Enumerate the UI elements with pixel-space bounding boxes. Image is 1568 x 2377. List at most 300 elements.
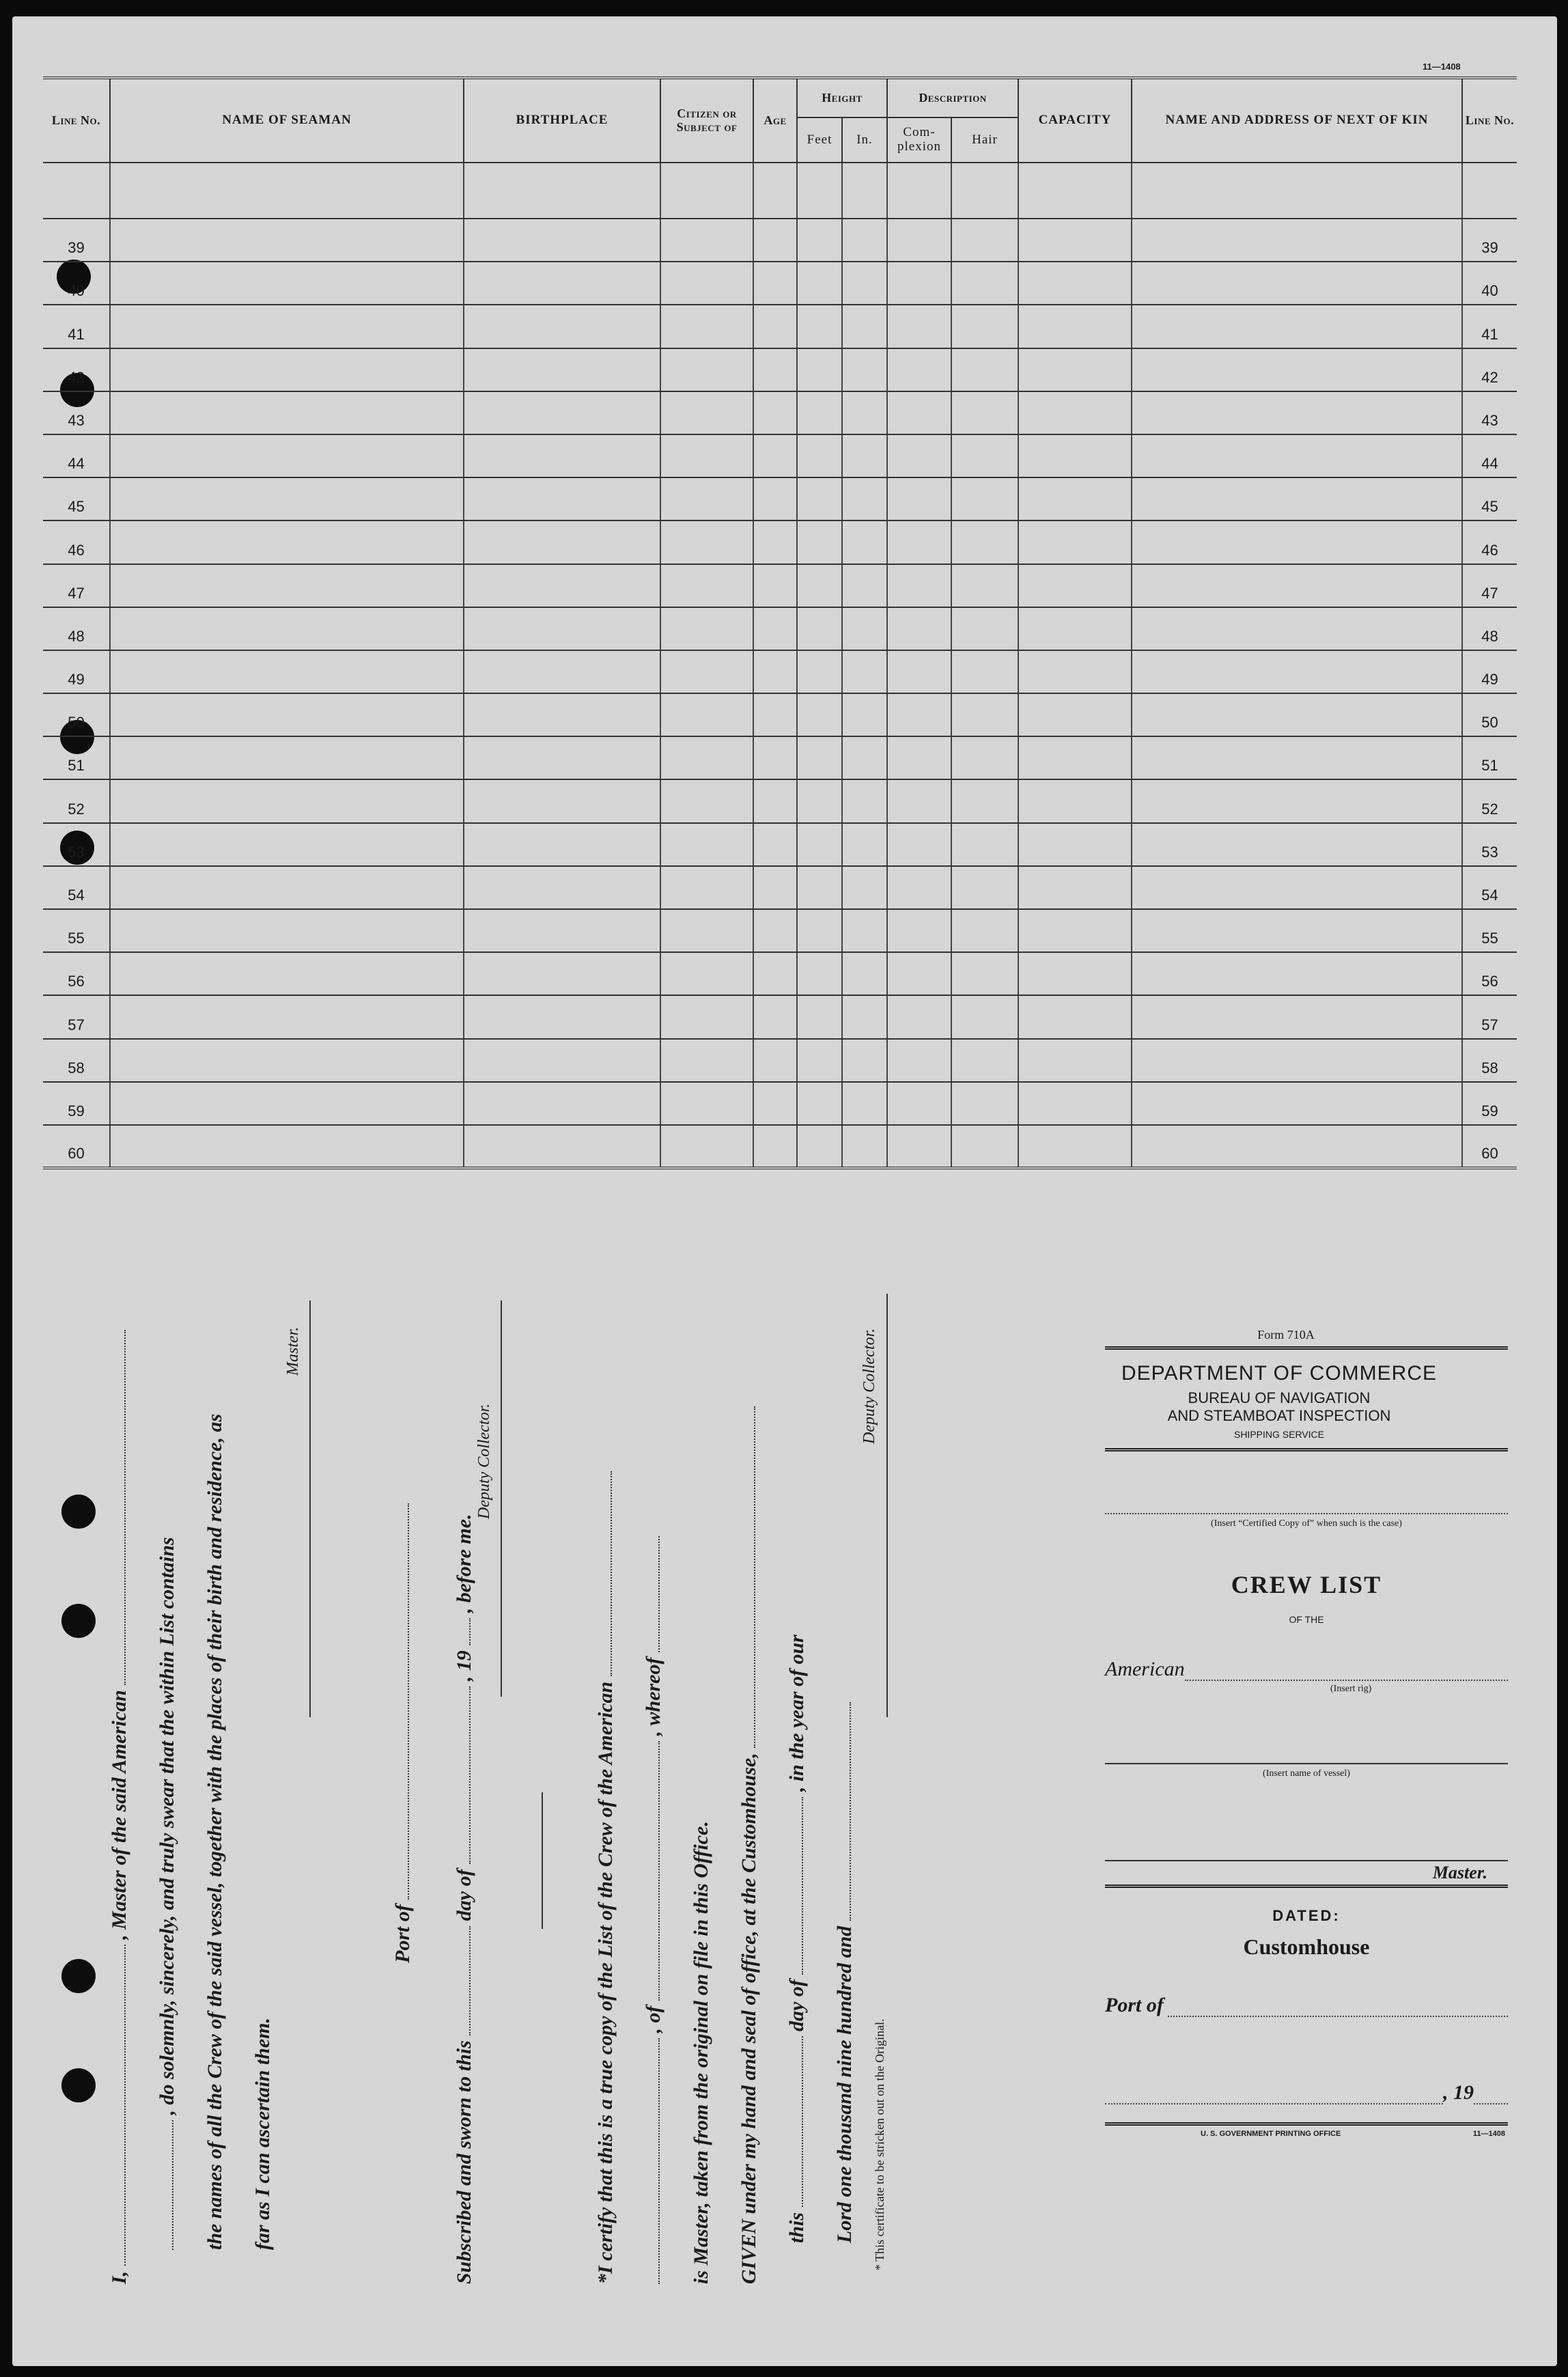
table-cell[interactable]: [951, 348, 1018, 391]
table-cell[interactable]: [110, 564, 464, 607]
oath-line-3: the names of all the Crew of the said vessel, together with the places of their birth and residence, as: [204, 1413, 226, 2250]
table-cell[interactable]: [1018, 262, 1132, 305]
subscribed-text: Subscribed and sworn to this: [453, 2040, 475, 2284]
table-cell[interactable]: [1018, 391, 1132, 434]
table-cell[interactable]: [753, 262, 797, 305]
table-cell[interactable]: [464, 564, 660, 607]
table-cell[interactable]: [464, 262, 660, 305]
table-cell[interactable]: [1132, 995, 1462, 1038]
table-cell[interactable]: [951, 650, 1018, 693]
table-row: [43, 866, 1517, 909]
table-cell[interactable]: [842, 909, 887, 952]
table-cell[interactable]: [660, 219, 753, 262]
cover-port-of-label: Port of: [1105, 1994, 1164, 2016]
table-cell[interactable]: [753, 693, 797, 736]
table-row: [43, 391, 1517, 434]
table-cell[interactable]: [110, 348, 464, 391]
table-row: [43, 1125, 1517, 1168]
table-cell[interactable]: [887, 866, 951, 909]
table-cell[interactable]: [753, 607, 797, 650]
table-cell[interactable]: [660, 564, 753, 607]
table-row: [43, 650, 1517, 693]
table-cell[interactable]: [797, 219, 842, 262]
table-row: [43, 477, 1517, 520]
table-cell[interactable]: [887, 262, 951, 305]
table-cell[interactable]: [753, 477, 797, 520]
table-cell[interactable]: [797, 952, 842, 995]
table-cell[interactable]: [464, 607, 660, 650]
table-cell[interactable]: [753, 348, 797, 391]
table-cell[interactable]: [887, 348, 951, 391]
table-cell[interactable]: [110, 909, 464, 952]
table-cell[interactable]: [797, 391, 842, 434]
table-cell[interactable]: [660, 391, 753, 434]
table-cell[interactable]: [660, 434, 753, 477]
table-cell[interactable]: [1018, 434, 1132, 477]
header-hair: Hair: [951, 117, 1018, 163]
table-cell[interactable]: [797, 909, 842, 952]
table-cell[interactable]: [1132, 305, 1462, 348]
table-cell[interactable]: [797, 650, 842, 693]
certify-line-3: is Master, taken from the original on file in this Office.: [690, 1821, 712, 2284]
table-cell[interactable]: [1018, 1125, 1132, 1168]
table-cell[interactable]: [753, 736, 797, 779]
table-cell[interactable]: [951, 995, 1018, 1038]
table-cell[interactable]: [842, 823, 887, 866]
table-cell[interactable]: [1132, 952, 1462, 995]
table-spacer-row: [43, 163, 1517, 219]
table-cell[interactable]: [1132, 391, 1462, 434]
table-cell[interactable]: [887, 219, 951, 262]
table-cell[interactable]: [660, 909, 753, 952]
table-cell[interactable]: [842, 779, 887, 822]
bureau-line-1: BUREAU OF NAVIGATION: [1188, 1389, 1371, 1406]
table-cell[interactable]: [951, 952, 1018, 995]
table-cell[interactable]: [464, 736, 660, 779]
table-cell[interactable]: [464, 434, 660, 477]
table-cell[interactable]: [753, 952, 797, 995]
line-number-right: 51: [1462, 736, 1517, 779]
table-cell[interactable]: [464, 348, 660, 391]
table-cell[interactable]: [842, 305, 887, 348]
table-cell[interactable]: [842, 477, 887, 520]
table-cell[interactable]: [951, 607, 1018, 650]
table-cell[interactable]: [842, 520, 887, 564]
table-cell[interactable]: [753, 650, 797, 693]
punch-hole: [61, 2068, 96, 2102]
table-cell[interactable]: [842, 564, 887, 607]
table-cell[interactable]: [842, 219, 887, 262]
table-cell[interactable]: [1132, 564, 1462, 607]
line-number-right: 39: [1462, 219, 1517, 262]
table-cell[interactable]: [660, 477, 753, 520]
table-cell[interactable]: [951, 779, 1018, 822]
line-number: 57: [43, 995, 110, 1038]
table-cell[interactable]: [1018, 305, 1132, 348]
table-cell[interactable]: [660, 305, 753, 348]
certify-line-4: GIVEN under my hand and seal of office, at the Customhouse,: [738, 1753, 760, 2284]
certify-whereof: , whereof: [642, 1657, 664, 1736]
table-cell[interactable]: [842, 650, 887, 693]
table-cell[interactable]: [110, 736, 464, 779]
table-cell[interactable]: [660, 520, 753, 564]
line-number-right: 50: [1462, 693, 1517, 736]
table-cell[interactable]: [797, 693, 842, 736]
table-cell[interactable]: [951, 391, 1018, 434]
table-cell[interactable]: [951, 262, 1018, 305]
table-cell[interactable]: [797, 866, 842, 909]
table-cell[interactable]: [1018, 1039, 1132, 1082]
table-cell[interactable]: [1132, 520, 1462, 564]
line-number-right: 52: [1462, 779, 1517, 822]
table-cell[interactable]: [110, 779, 464, 822]
oath-line-2: , do solemnly, sincerely, and truly swear that the within List contains: [156, 1537, 178, 2115]
line-number: 54: [43, 866, 110, 909]
table-cell[interactable]: [464, 1039, 660, 1082]
line-number: 52: [43, 779, 110, 822]
table-cell[interactable]: [464, 952, 660, 995]
table-cell[interactable]: [464, 693, 660, 736]
table-cell[interactable]: [753, 564, 797, 607]
table-cell[interactable]: [1018, 952, 1132, 995]
line-number: 40: [43, 262, 110, 305]
table-cell[interactable]: [110, 477, 464, 520]
table-cell[interactable]: [797, 736, 842, 779]
table-cell[interactable]: [951, 1125, 1018, 1168]
table-cell[interactable]: [887, 1039, 951, 1082]
line-number: 47: [43, 564, 110, 607]
table-cell[interactable]: [1018, 477, 1132, 520]
table-cell[interactable]: [753, 1125, 797, 1168]
line-number: 46: [43, 520, 110, 564]
certify-of: , of: [642, 2005, 664, 2033]
table-row: [43, 1039, 1517, 1082]
printer-credit: U. S. GOVERNMENT PRINTING OFFICE: [1201, 2130, 1341, 2138]
header-inches: In.: [842, 117, 887, 163]
table-cell[interactable]: [464, 909, 660, 952]
american-label: American: [1105, 1658, 1185, 1680]
table-cell[interactable]: [1018, 219, 1132, 262]
header-name-of-seaman: NAME OF SEAMAN: [110, 78, 464, 163]
line-number: 41: [43, 305, 110, 348]
table-cell[interactable]: [1018, 564, 1132, 607]
line-number: 55: [43, 909, 110, 952]
table-cell[interactable]: [951, 823, 1018, 866]
line-number-right: 46: [1462, 520, 1517, 564]
line-number-right: 55: [1462, 909, 1517, 952]
table-cell[interactable]: [753, 1082, 797, 1125]
table-cell[interactable]: [753, 779, 797, 822]
table-cell[interactable]: [110, 607, 464, 650]
table-cell[interactable]: [660, 779, 753, 822]
header-line-no: Line No.: [43, 78, 110, 163]
table-cell[interactable]: [951, 477, 1018, 520]
table-cell[interactable]: [464, 779, 660, 822]
table-cell[interactable]: [110, 305, 464, 348]
table-cell[interactable]: [842, 434, 887, 477]
table-cell[interactable]: [797, 1039, 842, 1082]
table-cell[interactable]: [887, 564, 951, 607]
table-cell[interactable]: [1018, 779, 1132, 822]
table-cell[interactable]: [1132, 1082, 1462, 1125]
table-row: [43, 823, 1517, 866]
table-cell[interactable]: [1018, 607, 1132, 650]
line-number-right: 40: [1462, 262, 1517, 305]
line-number: 50: [43, 693, 110, 736]
table-cell[interactable]: [951, 219, 1018, 262]
table-cell[interactable]: [1132, 219, 1462, 262]
line-number-right: 56: [1462, 952, 1517, 995]
table-cell[interactable]: [660, 995, 753, 1038]
subscribed-year: , 19: [453, 1650, 475, 1682]
table-cell[interactable]: [951, 866, 1018, 909]
table-cell[interactable]: [660, 1082, 753, 1125]
bureau-line-2: AND STEAMBOAT INSPECTION: [1167, 1407, 1391, 1424]
table-cell[interactable]: [464, 650, 660, 693]
table-cell[interactable]: [1132, 823, 1462, 866]
table-cell[interactable]: [1132, 1039, 1462, 1082]
table-cell[interactable]: [887, 693, 951, 736]
table-cell[interactable]: [797, 434, 842, 477]
table-cell[interactable]: [1018, 823, 1132, 866]
table-cell[interactable]: [464, 520, 660, 564]
table-cell[interactable]: [1018, 520, 1132, 564]
table-cell[interactable]: [110, 823, 464, 866]
line-number-right: 48: [1462, 607, 1517, 650]
table-cell[interactable]: [464, 1125, 660, 1168]
table-cell[interactable]: [797, 564, 842, 607]
table-cell[interactable]: [887, 736, 951, 779]
certify-day-of: day of: [785, 1979, 808, 2031]
table-cell[interactable]: [753, 219, 797, 262]
table-cell[interactable]: [1132, 434, 1462, 477]
table-cell[interactable]: [110, 262, 464, 305]
certify-line-6: Lord one thousand nine hundred and: [833, 1926, 856, 2243]
table-cell[interactable]: [887, 607, 951, 650]
table-cell[interactable]: [951, 693, 1018, 736]
table-cell[interactable]: [887, 520, 951, 564]
table-cell[interactable]: [797, 1125, 842, 1168]
line-number: 45: [43, 477, 110, 520]
table-cell[interactable]: [842, 1125, 887, 1168]
table-cell[interactable]: [887, 779, 951, 822]
table-cell[interactable]: [951, 736, 1018, 779]
table-cell[interactable]: [464, 477, 660, 520]
table-cell[interactable]: [464, 1082, 660, 1125]
table-cell[interactable]: [110, 434, 464, 477]
table-cell[interactable]: [842, 262, 887, 305]
document-page: [12, 16, 1557, 2366]
table-cell[interactable]: [797, 305, 842, 348]
punch-hole: [61, 1604, 96, 1638]
table-row: [43, 693, 1517, 736]
table-cell[interactable]: [110, 219, 464, 262]
line-number-right: 60: [1462, 1125, 1517, 1168]
customhouse-label: Customhouse: [1243, 1934, 1370, 1959]
table-cell[interactable]: [1132, 909, 1462, 952]
table-cell[interactable]: [110, 866, 464, 909]
table-cell[interactable]: [753, 909, 797, 952]
table-cell[interactable]: [660, 348, 753, 391]
cover-panel: [1105, 1328, 1508, 2138]
certify-line-1: *I certify that this is a true copy of the List of the Crew of the American: [594, 1681, 617, 2284]
table-cell[interactable]: [660, 262, 753, 305]
oath-line-1: , Master of the said American: [108, 1690, 130, 1940]
table-cell[interactable]: [464, 391, 660, 434]
certify-year-of-our: , in the year of our: [785, 1635, 808, 1792]
table-cell[interactable]: [660, 607, 753, 650]
table-row: [43, 262, 1517, 305]
table-cell[interactable]: [951, 1082, 1018, 1125]
table-cell[interactable]: [464, 305, 660, 348]
table-cell[interactable]: [887, 434, 951, 477]
table-cell[interactable]: [110, 650, 464, 693]
table-cell[interactable]: [1018, 866, 1132, 909]
table-cell[interactable]: [797, 1082, 842, 1125]
table-cell[interactable]: [110, 391, 464, 434]
table-cell[interactable]: [753, 305, 797, 348]
table-cell[interactable]: [797, 607, 842, 650]
table-cell[interactable]: [1018, 736, 1132, 779]
shipping-service: SHIPPING SERVICE: [1233, 1429, 1324, 1440]
table-cell[interactable]: [887, 995, 951, 1038]
table-cell[interactable]: [797, 262, 842, 305]
table-cell[interactable]: [887, 650, 951, 693]
table-cell[interactable]: [887, 391, 951, 434]
header-line-no-right: Line No.: [1462, 78, 1517, 163]
table-cell[interactable]: [842, 952, 887, 995]
oath-line-4: far as I can ascertain them.: [251, 2017, 274, 2250]
table-cell[interactable]: [1018, 650, 1132, 693]
table-cell[interactable]: [753, 866, 797, 909]
table-cell[interactable]: [887, 909, 951, 952]
table-cell[interactable]: [1132, 866, 1462, 909]
table-cell[interactable]: [660, 1125, 753, 1168]
table-cell[interactable]: [797, 477, 842, 520]
form-number-bottom: 11—1408: [1472, 2130, 1505, 2138]
table-row: [43, 779, 1517, 822]
table-cell[interactable]: [1018, 348, 1132, 391]
table-cell[interactable]: [1132, 779, 1462, 822]
table-cell[interactable]: [951, 564, 1018, 607]
header-capacity: CAPACITY: [1018, 78, 1132, 163]
table-cell[interactable]: [110, 1125, 464, 1168]
line-number: 49: [43, 650, 110, 693]
table-cell[interactable]: [842, 736, 887, 779]
table-cell[interactable]: [951, 1039, 1018, 1082]
table-cell[interactable]: [842, 995, 887, 1038]
deputy-collector-label-2: Deputy Collector.: [860, 1328, 878, 1444]
table-cell[interactable]: [951, 520, 1018, 564]
table-cell[interactable]: [797, 520, 842, 564]
table-cell[interactable]: [660, 1039, 753, 1082]
table-cell[interactable]: [842, 866, 887, 909]
certify-this: this: [785, 2212, 808, 2243]
table-cell[interactable]: [464, 866, 660, 909]
cover-year-label: , 19: [1443, 2081, 1474, 2104]
of-the-label: OF THE: [1289, 1614, 1324, 1625]
line-number: 60: [43, 1125, 110, 1168]
department-title: DEPARTMENT OF COMMERCE: [1121, 1362, 1438, 1385]
table-cell[interactable]: [1132, 262, 1462, 305]
table-cell[interactable]: [1132, 650, 1462, 693]
table-cell[interactable]: [753, 520, 797, 564]
table-cell[interactable]: [842, 693, 887, 736]
table-cell[interactable]: [464, 995, 660, 1038]
line-number: 48: [43, 607, 110, 650]
table-cell[interactable]: [1132, 477, 1462, 520]
table-cell[interactable]: [464, 219, 660, 262]
table-cell[interactable]: [951, 909, 1018, 952]
table-cell[interactable]: [1018, 995, 1132, 1038]
table-cell[interactable]: [887, 823, 951, 866]
table-cell[interactable]: [110, 1039, 464, 1082]
table-cell[interactable]: [951, 434, 1018, 477]
table-cell[interactable]: [110, 520, 464, 564]
table-cell[interactable]: [1018, 1082, 1132, 1125]
table-cell[interactable]: [660, 823, 753, 866]
insert-vessel-name: (Insert name of vessel): [1263, 1768, 1350, 1779]
table-cell[interactable]: [110, 693, 464, 736]
table-cell[interactable]: [842, 348, 887, 391]
table-cell[interactable]: [1132, 348, 1462, 391]
table-cell[interactable]: [753, 391, 797, 434]
table-row: [43, 1082, 1517, 1125]
table-cell[interactable]: [842, 391, 887, 434]
table-cell[interactable]: [1018, 693, 1132, 736]
table-cell[interactable]: [753, 434, 797, 477]
table-cell[interactable]: [753, 1039, 797, 1082]
table-cell[interactable]: [1018, 909, 1132, 952]
table-cell[interactable]: [887, 1125, 951, 1168]
table-cell[interactable]: [660, 952, 753, 995]
table-cell[interactable]: [660, 650, 753, 693]
line-number-right: 58: [1462, 1039, 1517, 1082]
table-cell[interactable]: [110, 1082, 464, 1125]
table-cell[interactable]: [1132, 1125, 1462, 1168]
header-next-of-kin: NAME AND ADDRESS OF NEXT OF KIN: [1132, 78, 1462, 163]
table-cell[interactable]: [887, 1082, 951, 1125]
table-cell[interactable]: [753, 823, 797, 866]
table-cell[interactable]: [887, 477, 951, 520]
table-cell[interactable]: [951, 305, 1018, 348]
dated-label: DATED:: [1272, 1907, 1341, 1924]
table-cell[interactable]: [797, 995, 842, 1038]
table-cell[interactable]: [1132, 607, 1462, 650]
header-birthplace: BIRTHPLACE: [464, 78, 660, 163]
table-cell[interactable]: [887, 305, 951, 348]
crew-table: [43, 77, 1517, 1169]
table-cell[interactable]: [842, 1039, 887, 1082]
table-cell[interactable]: [887, 952, 951, 995]
table-cell[interactable]: [797, 823, 842, 866]
table-cell[interactable]: [842, 607, 887, 650]
punch-hole: [61, 1495, 96, 1529]
header-feet: Feet: [797, 117, 842, 163]
table-cell[interactable]: [753, 995, 797, 1038]
table-cell[interactable]: [110, 952, 464, 995]
table-cell[interactable]: [1132, 736, 1462, 779]
table-cell[interactable]: [110, 995, 464, 1038]
table-cell[interactable]: [660, 736, 753, 779]
table-cell[interactable]: [797, 779, 842, 822]
table-cell[interactable]: [660, 866, 753, 909]
table-cell[interactable]: [1132, 693, 1462, 736]
table-cell[interactable]: [797, 348, 842, 391]
table-cell[interactable]: [842, 1082, 887, 1125]
table-cell[interactable]: [464, 823, 660, 866]
table-cell[interactable]: [660, 693, 753, 736]
